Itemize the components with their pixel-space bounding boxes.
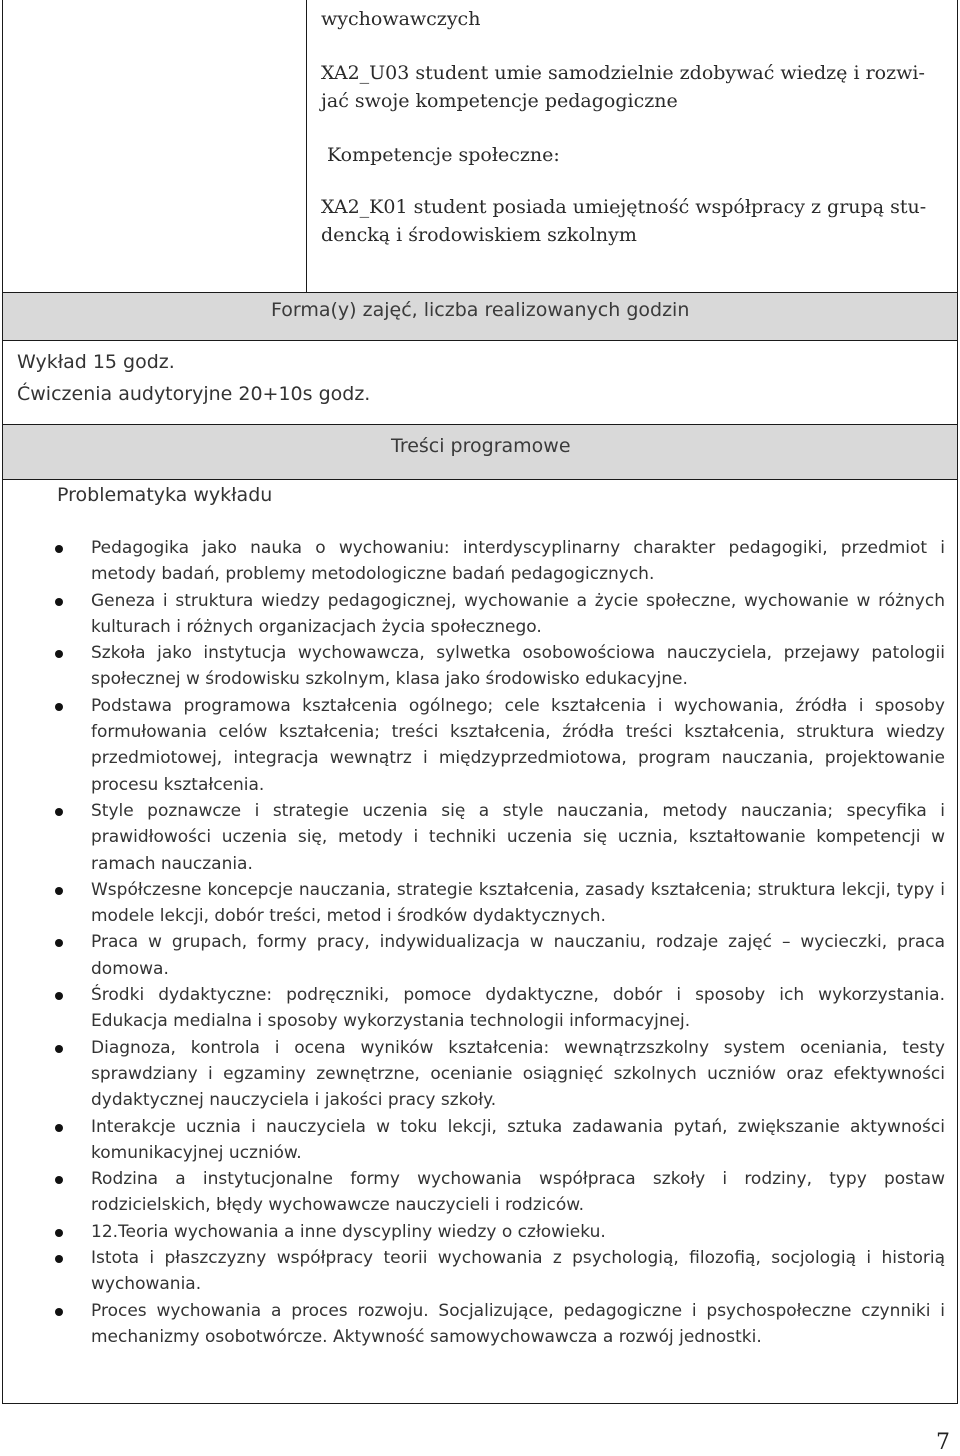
class-forms-header bbox=[3, 293, 957, 341]
bullet-icon bbox=[55, 1124, 63, 1132]
bullet-icon bbox=[55, 939, 63, 947]
bullet-icon bbox=[55, 808, 63, 816]
bullet-icon bbox=[55, 887, 63, 895]
list-item: Środki dydaktyczne: podręczniki, pomoce dydaktyczne, dobór i sposoby ich wykorzystania. Edukacja medialna i sposoby wykorzystania technologii informacyjnej. bbox=[55, 982, 945, 1035]
bullet-icon bbox=[55, 1255, 63, 1263]
outcome-xa2-k01-line1: XA2_K01 student posiada umiejętność współpracy z grupą stu- bbox=[321, 196, 927, 218]
page-number: 7 bbox=[936, 1430, 950, 1455]
bullet-icon bbox=[55, 703, 63, 711]
list-item: 12.Teoria wychowania a inne dyscypliny wiedzy o człowieku. bbox=[55, 1219, 945, 1245]
bullet-icon bbox=[55, 992, 63, 1000]
bullet-icon bbox=[55, 1229, 63, 1237]
list-item: Istota i płaszczyzny współpracy teorii wychowania z psychologią, filozofią, socjologią i historią wychowania. bbox=[55, 1245, 945, 1298]
outcome-xa2-u03-line2: jać swoje kompetencje pedagogiczne bbox=[321, 90, 678, 112]
exercise-hours: Ćwiczenia audytoryjne 20+10s godz. bbox=[17, 383, 371, 405]
list-item: Praca w grupach, formy pracy, indywidualizacja w nauczaniu, rodzaje zajęć – wycieczki, praca domowa. bbox=[55, 929, 945, 982]
program-content-header bbox=[3, 424, 957, 480]
bullet-icon bbox=[55, 1308, 63, 1316]
list-item: Diagnoza, kontrola i ocena wyników kształcenia: wewnątrzszkolny system oceniania, testy sprawdziany i egzaminy zewnętrzne, ocenianie osiągnięć szkolnych uczniów oraz efektywności dydaktycznej nauczyciela i jakości pracy szkoły. bbox=[55, 1035, 945, 1114]
class-forms-title: Forma(y) zajęć, liczba realizowanych godzin bbox=[271, 299, 690, 321]
list-item: Szkoła jako instytucja wychowawcza, sylwetka osobowościowa nauczyciela, przejawy patologii społecznej w środowisku szkolnym, klasa jako środowisko edukacyjne. bbox=[55, 640, 945, 693]
bullet-icon bbox=[55, 1045, 63, 1053]
outcomes-content-cell bbox=[307, 0, 957, 292]
list-item: Interakcje ucznia i nauczyciela w toku lekcji, sztuka zadawania pytań, zwiększanie aktywności komunikacyjnej uczniów. bbox=[55, 1114, 945, 1167]
lecture-hours: Wykład 15 godz. bbox=[17, 351, 175, 373]
list-item: Style poznawcze i strategie uczenia się a style nauczania, metody nauczania; specyfika i prawidłowości uczenia się, metody i techniki uczenia się ucznia, kształtowanie kompetencji w ramach nauczania. bbox=[55, 798, 945, 877]
social-competences-heading: Kompetencje społeczne: bbox=[327, 144, 560, 166]
learning-outcomes-row bbox=[3, 0, 957, 293]
lecture-topics-list bbox=[55, 535, 945, 1350]
bullet-icon bbox=[55, 1176, 63, 1184]
outcome-xa2-k01-line2: dencką i środowiskiem szkolnym bbox=[321, 224, 637, 246]
outcome-continuation: wychowawczych bbox=[321, 8, 481, 30]
syllabus-table bbox=[2, 0, 958, 1404]
lecture-topics-heading: Problematyka wykładu bbox=[57, 484, 273, 506]
program-content-title: Treści programowe bbox=[391, 435, 571, 457]
list-item: Współczesne koncepcje nauczania, strategie kształcenia, zasady kształcenia; struktura lekcji, typy i modele lekcji, dobór treści, metod i środków dydaktycznych. bbox=[55, 877, 945, 930]
list-item: Rodzina a instytucjonalne formy wychowania współpraca szkoły i rodziny, typy postaw rodzicielskich, błędy wychowawcze nauczycieli i rodziców. bbox=[55, 1166, 945, 1219]
list-item: Geneza i struktura wiedzy pedagogicznej, wychowanie a życie społeczne, wychowanie w różnych kulturach i różnych organizacjach życia społecznego. bbox=[55, 588, 945, 641]
bullet-icon bbox=[55, 545, 63, 553]
list-item: Podstawa programowa kształcenia ogólnego; cele kształcenia i wychowania, źródła i sposoby formułowania celów kształcenia; treści kształcenia, źródła treści kształcenia, struktura wiedzy przedmiotowej, integracja wewnątrz i międzyprzedmiotowa, program nauczania, projektowanie procesu kształcenia. bbox=[55, 693, 945, 798]
class-hours bbox=[17, 346, 370, 410]
bullet-icon bbox=[55, 598, 63, 606]
bullet-icon bbox=[55, 650, 63, 658]
list-item: Proces wychowania a proces rozwoju. Socjalizujące, pedagogiczne i psychospołeczne czynniki i mechanizmy osobotwórcze. Aktywność samowychowawcza a rozwój jednostki. bbox=[55, 1298, 945, 1351]
outcomes-label-cell bbox=[3, 0, 307, 292]
outcome-xa2-u03-line1: XA2_U03 student umie samodzielnie zdobywać wiedzę i rozwi- bbox=[321, 62, 925, 84]
list-item: Pedagogika jako nauka o wychowaniu: interdyscyplinarny charakter pedagogiki, przedmiot i metody badań, problemy metodologiczne badań pedagogicznych. bbox=[55, 535, 945, 588]
